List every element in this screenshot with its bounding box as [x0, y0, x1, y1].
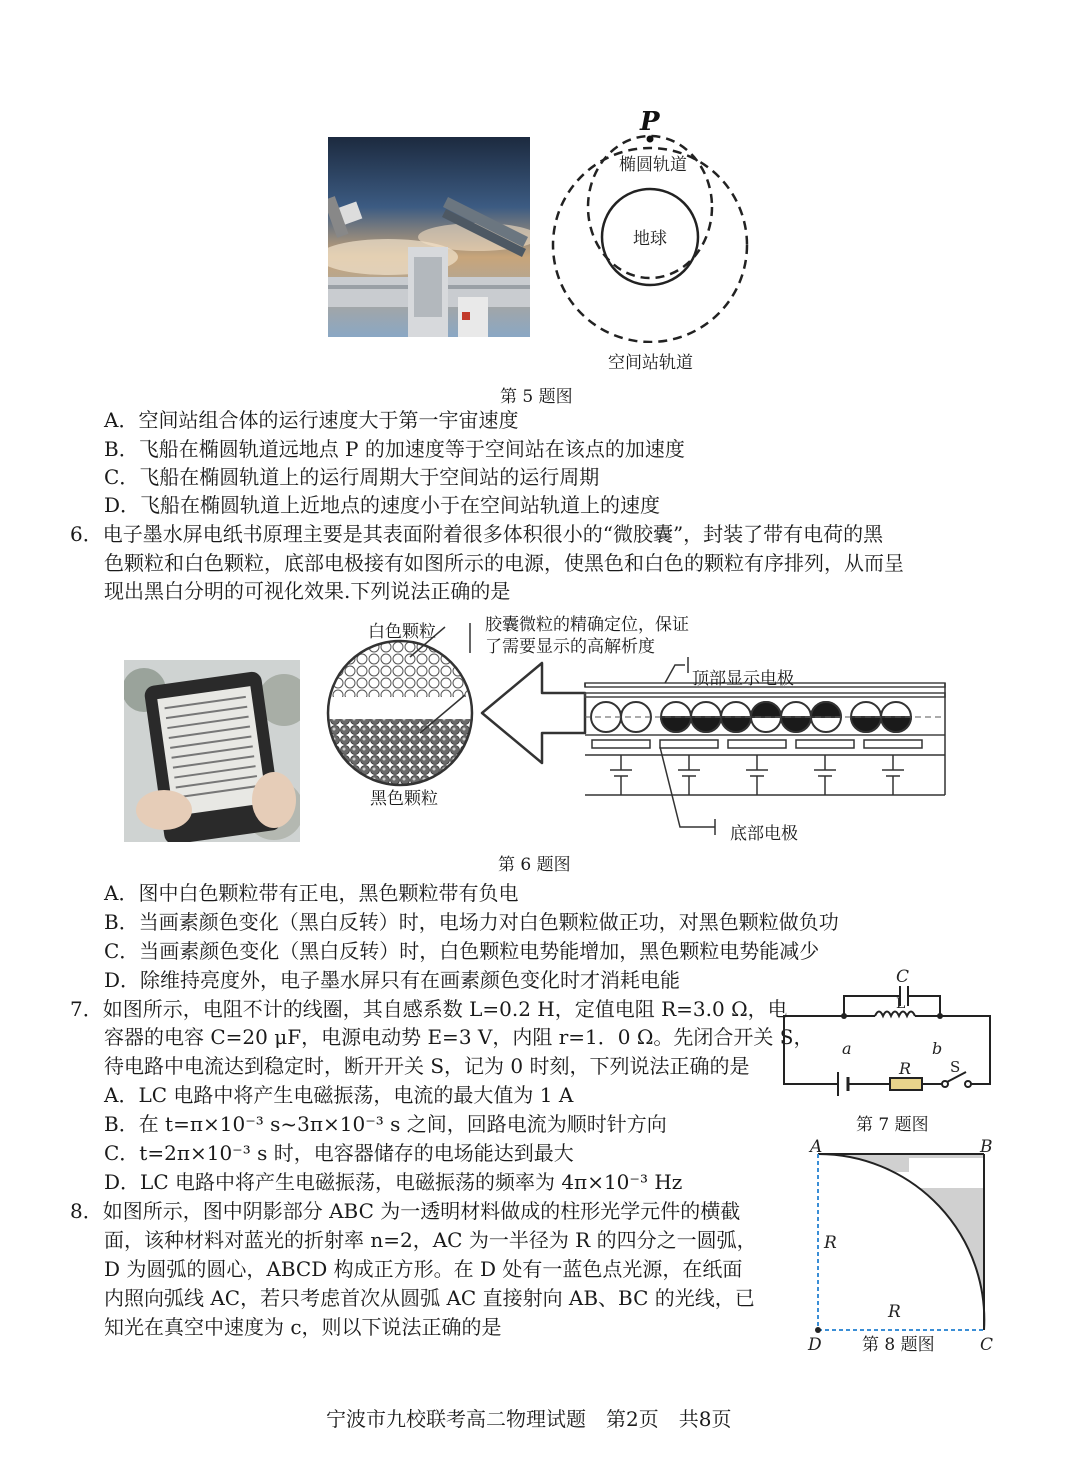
q6-stem-3: 现出黑白分明的可视化效果.下列说法正确的是 — [104, 579, 511, 603]
label-s: S — [950, 1058, 961, 1076]
caption-q5: 第 5 题图 — [500, 387, 573, 407]
ereader-photo — [124, 660, 300, 842]
label-b: b — [932, 1039, 943, 1058]
page-footer: 宁波市九校联考高二物理试题 第2页 共8页 — [326, 1407, 732, 1431]
q7-stem-1: 7．如图所示，电阻不计的线圈，其自感系数 L=0.2 H，定值电阻 R=3.0 Ω，电 — [70, 997, 788, 1021]
label-note-2: 了需要显示的高解析度 — [485, 637, 655, 657]
lc-circuit-diagram — [780, 968, 1000, 1103]
q7-option-a: A．LC 电路中将产生电磁振荡，电流的最大值为 1 A — [104, 1083, 574, 1107]
caption-q8: 第 8 题图 — [862, 1335, 935, 1355]
hollow-arrow — [482, 663, 585, 763]
q5-option-d: D．飞船在椭圆轨道上近地点的速度小于在空间站轨道上的速度 — [104, 493, 661, 517]
q7-stem-2: 容器的电容 C=20 μF，电源电动势 E=3 V，内阻 r=1．0 Ω。先闭合开关 S， — [104, 1025, 814, 1049]
q8-stem-3: D 为圆弧的圆心，ABCD 构成正方形。在 D 处有一蓝色点光源，在纸面 — [104, 1257, 743, 1281]
caption-q6: 第 6 题图 — [498, 855, 571, 875]
node-a — [841, 1013, 847, 1019]
q5-option-b: B．飞船在椭圆轨道远地点 P 的加速度等于空间站在该点的加速度 — [104, 437, 685, 461]
q8-stem-1: 8．如图所示，图中阴影部分 ABC 为一透明材料做成的柱形光学元件的横截 — [70, 1199, 741, 1223]
label-d: D — [808, 1335, 822, 1354]
q7-option-b: B．在 t=π×10⁻³ s~3π×10⁻³ s 之间，回路电流为顺时针方向 — [104, 1112, 667, 1136]
q5-option-a: A．空间站组合体的运行速度大于第一宇宙速度 — [104, 408, 519, 432]
q6-stem-1: 6．电子墨水屏电纸书原理主要是其表面附着很多体积很小的“微胶囊”，封装了带有电荷的黑 — [70, 522, 884, 546]
q8-stem-2: 面，该种材料对蓝光的折射率 n=2，AC 为一半径为 R 的四分之一圆弧， — [104, 1228, 757, 1252]
q6-stem-2: 色颗粒和白色颗粒，底部电极接有如图所示的电源，使黑色和白色的颗粒有序排列，从而呈 — [104, 551, 904, 575]
q7-stem-3: 待电路中电流达到稳定时，断开开关 S，记为 0 时刻，下列说法正确的是 — [104, 1054, 750, 1078]
label-note-1: 胶囊微粒的精确定位，保证 — [485, 615, 689, 635]
label-l: L — [896, 996, 906, 1012]
q6-option-c: C．当画素颜色变化（黑白反转）时，白色颗粒电势能增加，黑色颗粒电势能减少 — [104, 939, 820, 963]
label-c: C — [980, 1335, 994, 1354]
label-r-bottom: R — [888, 1302, 901, 1322]
label-ellipse: 椭圆轨道 — [619, 155, 687, 175]
label-bottom-electrode: 底部电极 — [730, 824, 798, 844]
label-black-particles: 黑色颗粒 — [370, 789, 438, 809]
caption-q7: 第 7 题图 — [856, 1115, 929, 1135]
label-r-left: R — [824, 1233, 837, 1253]
q6-option-d: D．除维持亮度外，电子墨水屏只有在画素颜色变化时才消耗电能 — [104, 968, 681, 992]
label-a: A — [810, 1137, 823, 1157]
q7-option-c: C．t=2π×10⁻³ s 时，电容器储存的电场能达到最大 — [104, 1141, 574, 1165]
label-white-particles: 白色颗粒 — [368, 622, 436, 642]
node-b — [937, 1013, 943, 1019]
optical-element-diagram — [804, 1132, 1004, 1354]
q7-option-d: D．LC 电路中将产生电磁振荡，电磁振荡的频率为 4π×10⁻³ Hz — [104, 1170, 683, 1194]
point-d — [815, 1327, 821, 1333]
label-r: R — [899, 1059, 912, 1078]
label-earth: 地球 — [633, 229, 667, 249]
label-b: B — [980, 1137, 993, 1157]
label-p: P — [640, 108, 660, 137]
label-a: a — [842, 1039, 852, 1058]
q6-option-b: B．当画素颜色变化（黑白反转）时，电场力对白色颗粒做正功，对黑色颗粒做负功 — [104, 910, 839, 934]
space-station-photo — [328, 137, 530, 337]
label-station-orbit: 空间站轨道 — [608, 353, 693, 373]
q5-option-c: C．飞船在椭圆轨道上的运行周期大于空间站的运行周期 — [104, 465, 600, 489]
q8-stem-5: 知光在真空中速度为 c，则以下说法正确的是 — [104, 1315, 502, 1339]
orbit-diagram — [548, 108, 758, 343]
q8-stem-4: 内照向弧线 AC，若只考虑首次从圆弧 AC 直接射向 AB、BC 的光线，已 — [104, 1286, 755, 1310]
label-c: C — [896, 968, 910, 987]
q6-option-a: A．图中白色颗粒带有正电，黑色颗粒带有负电 — [104, 881, 519, 905]
label-top-electrode: 顶部显示电极 — [692, 669, 794, 689]
